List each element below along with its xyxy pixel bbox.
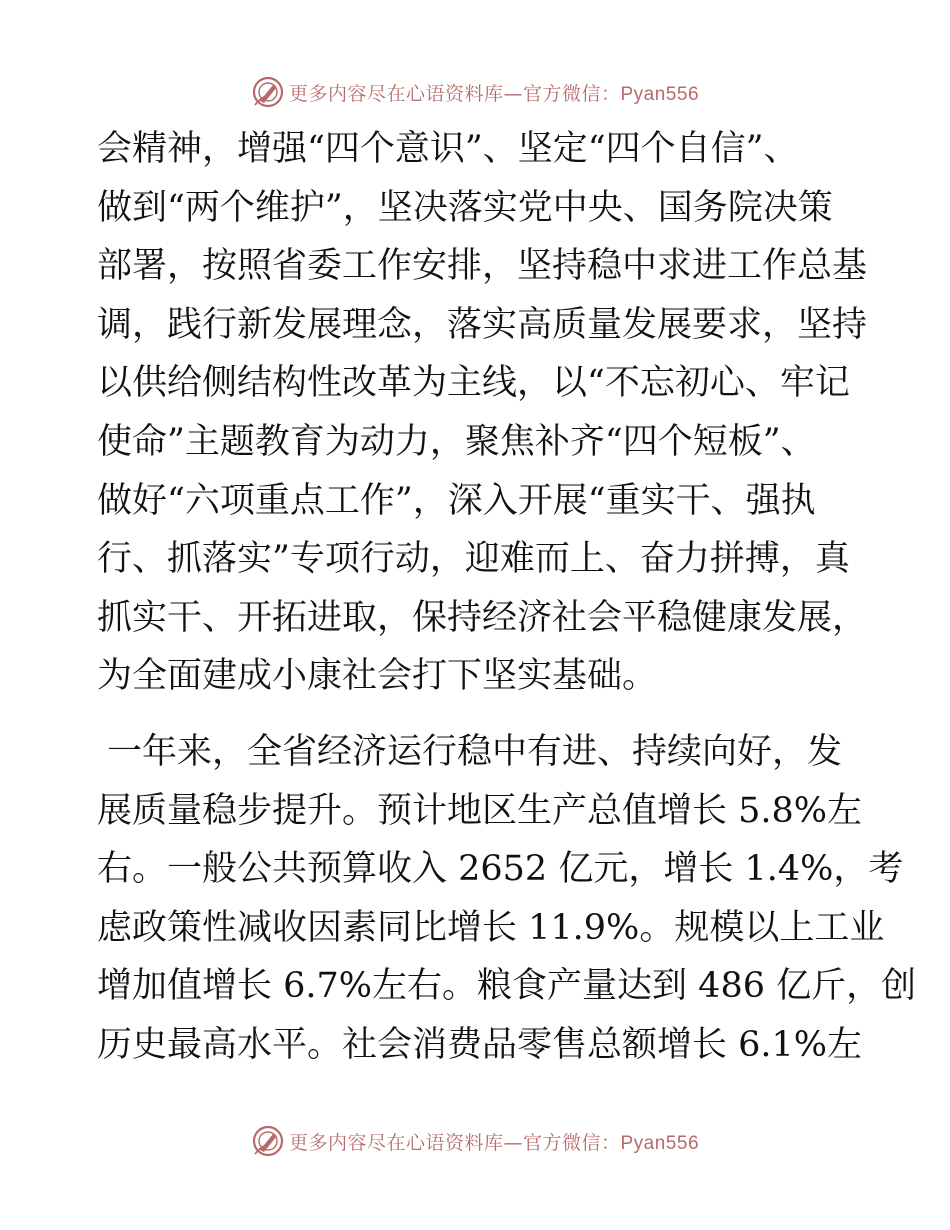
watermark-handle: Pyan556 [620,1132,700,1154]
text-line: 部署，按照省委工作安排，坚持稳中求进工作总基 [97,246,868,287]
header-watermark [0,72,950,112]
watermark-prefix: 更多内容尽在心语资料库—官方微信： [288,1131,621,1154]
text-line: 会精神，增强“四个意识”、坚定“四个自信”、 [97,129,799,169]
paragraph-1 [97,120,868,706]
text-line: 一年来，全省经济运行稳中有进、持续向好，发 [107,731,843,772]
paragraph-2 [97,723,917,1075]
text-line: 为全面建成小康社会打下坚实基础。 [97,656,658,697]
document-body [97,120,917,1075]
text-line: 增加值增长 6.7%左右。粮食产量达到 486 亿斤，创 [97,966,917,1007]
watermark-handle: Pyan556 [620,83,700,105]
text-line: 历史最高水平。社会消费品零售总额增长 6.1%左 [97,1024,863,1065]
text-line: 以供给侧结构性改革为主线，以“不忘初心、牢记 [97,363,850,404]
text-line: 做好“六项重点工作”，深入开展“重实干、强执 [97,480,816,521]
text-line: 右。一般公共预算收入 2652 亿元，增长 1.4%，考 [97,849,904,890]
text-line: 展质量稳步提升。预计地区生产总值增长 5.8%左 [97,790,863,831]
text-line: 虑政策性减收因素同比增长 11.9%。规模以上工业 [97,907,885,948]
text-line: 调，践行新发展理念，落实高质量发展要求，坚持 [97,304,868,345]
watermark-text [289,1128,699,1155]
footer-watermark [0,1121,950,1161]
text-line: 使命”主题教育为动力，聚焦补齐“四个短板”、 [97,421,816,462]
logo-seal-icon [251,1124,285,1158]
paragraph-spacer [97,706,857,723]
logo-seal-icon [251,75,285,109]
text-line: 抓实干、开拓进取，保持经济社会平稳健康发展， [97,597,868,638]
watermark-text [289,79,699,106]
text-line: 行、抓落实”专项行动，迎难而上、奋力拼搏，真 [97,539,850,580]
watermark-prefix: 更多内容尽在心语资料库—官方微信： [288,82,621,105]
text-line: 做到“两个维护”，坚决落实党中央、国务院决策 [97,187,833,228]
